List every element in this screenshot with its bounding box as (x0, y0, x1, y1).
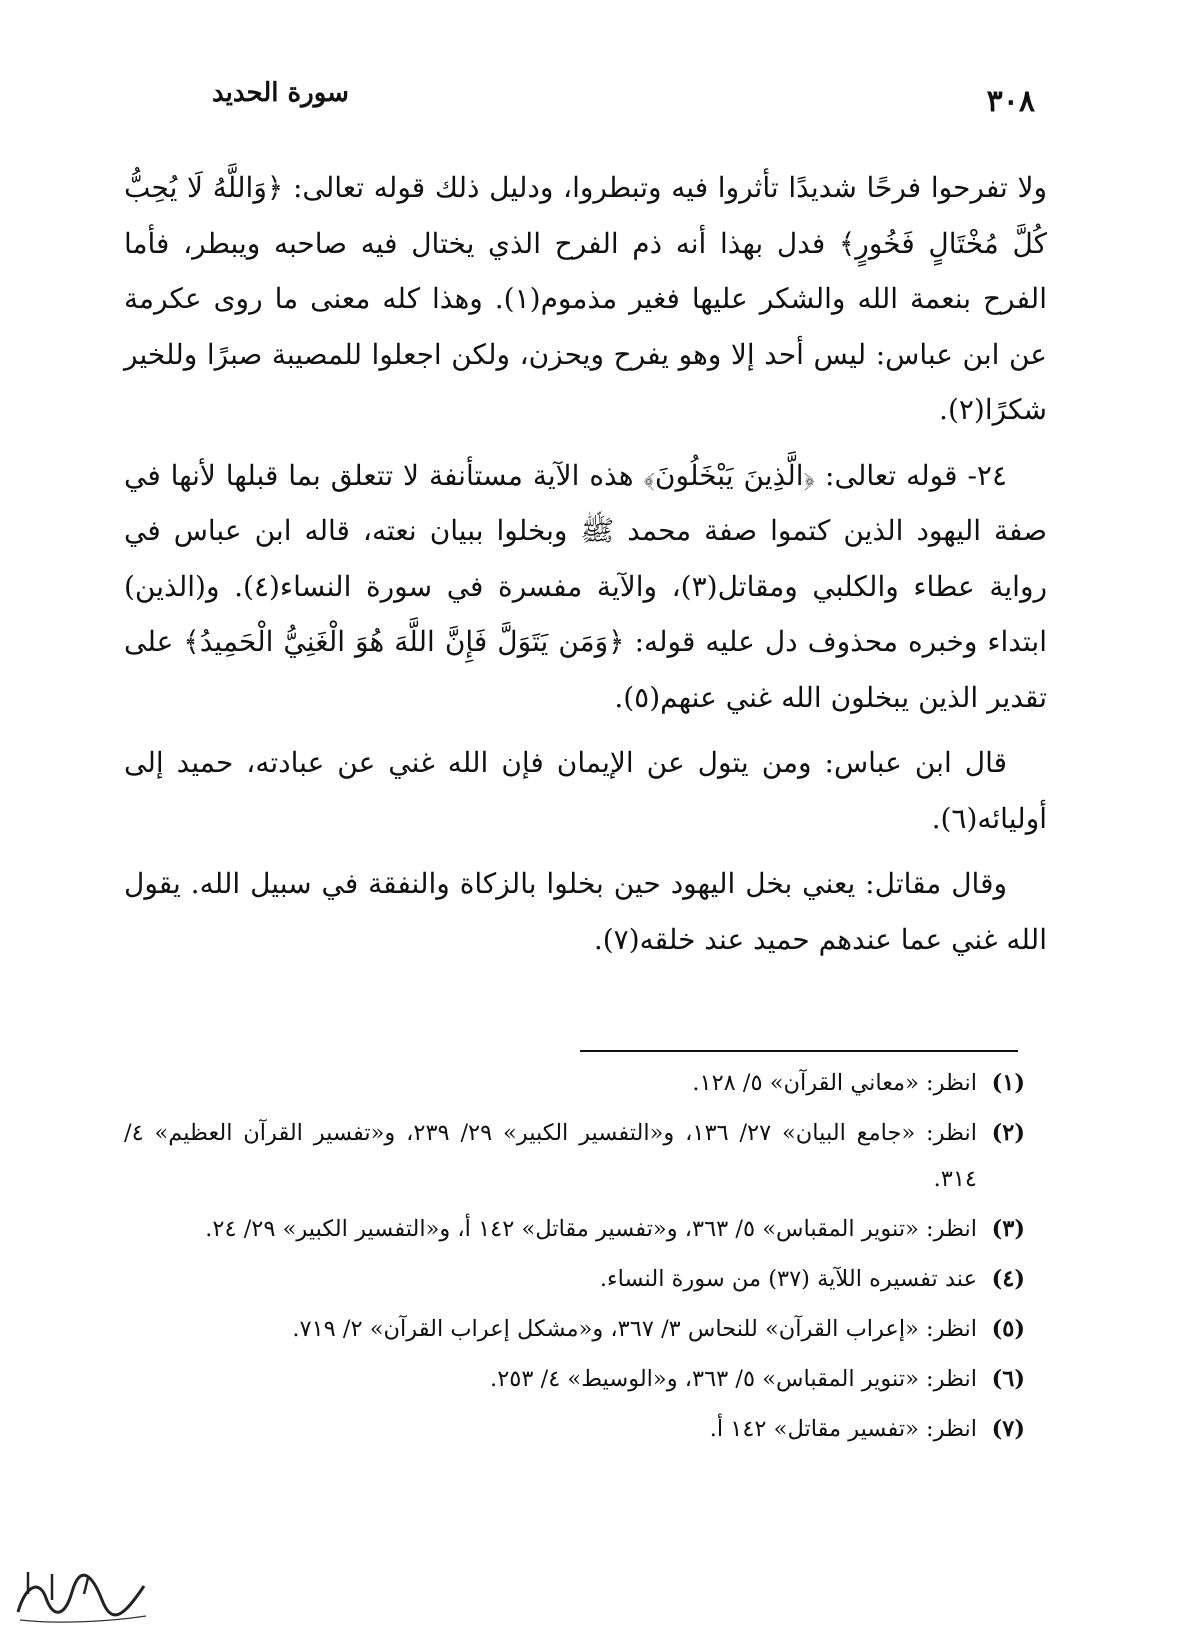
footnote-item (124, 1206, 1025, 1252)
footnote-text: عند تفسيره اللآية (٣٧) من سورة النساء. (599, 1266, 977, 1292)
footnote-text: انظر: «تنوير المقباس» ٥/ ٣٦٣، و«تفسير مقاتل» ١٤٢ أ، و«التفسير الكبير» ٢٩/ ٢٤. (205, 1216, 977, 1242)
footnote-number: (٣) (991, 1216, 1025, 1242)
footnote-number: (٤) (991, 1266, 1025, 1292)
footnote-number: (٢) (991, 1120, 1025, 1146)
footnotes (124, 1060, 1025, 1456)
footnote-item (124, 1306, 1025, 1352)
footnote-text: انظر: «تنوير المقباس» ٥/ ٣٦٣، و«الوسيط» ٤/ ٢٥٣. (490, 1366, 977, 1392)
footnote-text: انظر: «معاني القرآن» ٥/ ١٢٨. (692, 1070, 977, 1096)
paragraph: ولا تفرحوا فرحًا شديدًا تأثروا فيه وتبطروا، ودليل ذلك قوله تعالى: ﴿وَاللَّهُ لَا يُحِبُّ كُلَّ مُخْتَالٍ فَخُورٍ﴾ فدل بهذا أنه ذم الفرح الذي يختال فيه صاحبه ويبطر، فأما الفرح بنعمة الله والشكر عليها فغير مذموم(١). وهذا كله معنى ما روى عكرمة عن ابن عباس: ليس أحد إلا وهو يفرح ويحزن، ولكن اجعلوا للمصيبة صبرًا وللخير شكرًا(٢). (124, 171, 1047, 426)
footnote-number: (٥) (991, 1316, 1025, 1342)
main-text (124, 160, 1047, 977)
page-header (150, 74, 1035, 124)
footnote-item (124, 1060, 1025, 1106)
footnote-divider (580, 1050, 1018, 1052)
footnote-text: انظر: «تفسير مقاتل» ١٤٢ أ. (709, 1416, 977, 1442)
footnote-item (124, 1110, 1025, 1202)
paragraph: قال ابن عباس: ومن يتول عن الإيمان فإن الله غني عن عبادته، حميد إلى أوليائه(٦). (124, 746, 1047, 835)
running-title: سورة الحديد (212, 78, 349, 108)
calligraphic-logo-icon (6, 1564, 156, 1626)
footnote-number: (١) (991, 1070, 1025, 1096)
footnote-text: انظر: «جامع البيان» ٢٧/ ١٣٦، و«التفسير الكبير» ٢٩/ ٢٣٩، و«تفسير القرآن العظيم» ٤/ ٣١٤. (124, 1120, 977, 1192)
footnote-item (124, 1356, 1025, 1402)
page-number: ٣٠٨ (986, 84, 1035, 119)
footnote-item (124, 1256, 1025, 1302)
paragraph: ٢٤- قوله تعالى: ﴿الَّذِينَ يَبْخَلُونَ﴾ هذه الآية مستأنفة لا تتعلق بما قبلها لأنها في صفة اليهود الذين كتموا صفة محمد ﷺ وبخلوا ببيان نعته، قاله ابن عباس في رواية عطاء والكلبي ومقاتل(٣)، والآية مفسرة في سورة النساء(٤). و(الذين) ابتداء وخبره محذوف دل عليه قوله: ﴿وَمَن يَتَوَلَّ فَإِنَّ اللَّهَ هُوَ الْغَنِيُّ الْحَمِيدُ﴾ على تقدير الذين يبخلون الله غني عنهم(٥). (124, 458, 1047, 714)
footnote-item (124, 1406, 1025, 1452)
footnote-number: (٦) (991, 1366, 1025, 1392)
paragraph: وقال مقاتل: يعني بخل اليهود حين بخلوا بالزكاة والنفقة في سبيل الله. يقول الله غني عما عندهم حميد عند خلقه(٧). (124, 867, 1047, 956)
footnote-number: (٧) (991, 1416, 1025, 1442)
footnote-text: انظر: «إعراب القرآن» للنحاس ٣/ ٣٦٧، و«مشكل إعراب القرآن» ٢/ ٧١٩. (292, 1316, 977, 1342)
